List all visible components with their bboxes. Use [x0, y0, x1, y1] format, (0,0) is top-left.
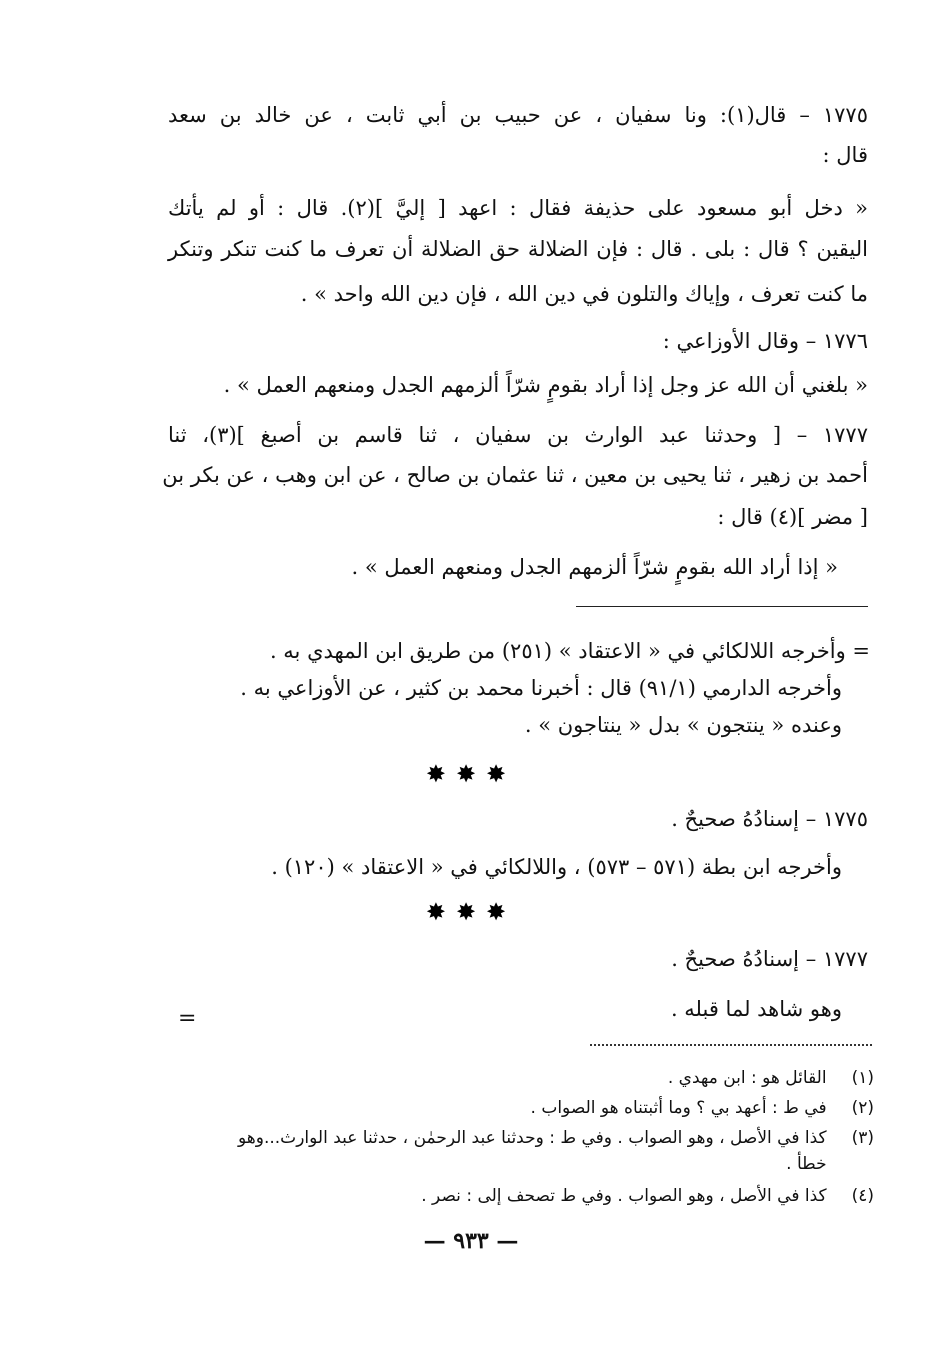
commentary-line1: = وأخرجه اللالكائي في « الاعتقاد » (٢٥١) من طريق ابن المهدي به .	[269, 639, 870, 663]
text-divider	[576, 606, 868, 607]
commentary-1777-heading: ١٧٧٧ – إسنادُهُ صحيحٌ .	[671, 947, 868, 971]
entry-1775-quote-line3: ما كنت تعرف ، وإياك والتلون في دين الله ، فإن دين الله واحد » .	[300, 282, 868, 306]
footnote-text: كذا في الأصل ، وهو الصواب . وفي ط : وحدثنا عبد الرحمٰن ، حدثنا عبد الوارث...وهو	[238, 1128, 827, 1148]
footnote-text: القائل هو : ابن مهدي .	[667, 1068, 827, 1088]
footnote-2	[190, 1096, 874, 1120]
commentary-1775-heading: ١٧٧٥ – إسنادُهُ صحيحٌ .	[671, 807, 868, 831]
entry-1775-quote-line1: « دخل أبو مسعود على حذيفة فقال : اعهد [ إليَّ ](٢). قال : أو لم يأتك	[168, 196, 868, 220]
footnote-3	[182, 1126, 874, 1150]
entry-1777-line1: ١٧٧٧ – [ وحدثنا عبد الوارث بن سفيان ، ثنا قاسم بن أصبغ ](٣)، ثنا	[168, 423, 868, 447]
commentary-line2: وأخرجه الدارمي (٩١/١) قال : أخبرنا محمد بن كثير ، عن الأوزاعي به .	[240, 676, 842, 700]
commentary-1775-text: وأخرجه ابن بطة (٥٧١ – ٥٧٣) ، واللالكائي في « الاعتقاد » (١٢٠) .	[271, 855, 842, 879]
entry-1775-line1: ١٧٧٥ – قال(١): ونا سفيان ، عن حبيب بن أبي ثابت ، عن خالد بن سعد	[168, 103, 868, 127]
stars-separator-2: ✸✸✸	[425, 898, 517, 926]
entry-1777-line3: [ مضر ](٤) قال :	[717, 505, 868, 529]
footnote-text: كذا في الأصل ، وهو الصواب . وفي ط تصحف إلى : نصر .	[421, 1186, 827, 1206]
page-number: — ٩٣٣ —	[423, 1228, 519, 1254]
entry-1777-quote: « إذا أراد الله بقومٍ شرّاً ألزمهم الجدل ومنعهم العمل » .	[351, 555, 838, 579]
entry-1776-quote: « بلغني أن الله عز وجل إذا أراد بقومٍ شرّاً ألزمهم الجدل ومنعهم العمل » .	[223, 373, 868, 397]
footnote-separator	[590, 1042, 872, 1046]
continuation-mark: =	[178, 1006, 197, 1031]
footnote-text: في ط : أعهد بي ؟ وما أثبتناه هو الصواب .	[530, 1098, 827, 1118]
entry-1776-heading: ١٧٧٦ – وقال الأوزاعي :	[662, 329, 868, 353]
footnote-1	[190, 1066, 874, 1090]
entry-1777-line2: أحمد بن زهير ، ثنا يحيى بن معين ، ثنا عثمان بن صالح ، عن ابن وهب ، عن بكر بن	[162, 463, 868, 487]
footnote-4	[190, 1184, 874, 1208]
footnote-3-continued	[190, 1152, 874, 1176]
footnote-text: خطأ .	[786, 1154, 827, 1174]
commentary-line3: وعنده « ينتجون » بدل « ينتاجون » .	[524, 713, 842, 737]
entry-1775-quote-line2: اليقين ؟ قال : بلى . قال : فإن الضلالة حق الضلالة أن تعرف ما كنت تنكر وتنكر	[168, 237, 868, 261]
footnote-number: (٢)	[851, 1098, 874, 1118]
commentary-1777-text: وهو شاهد لما قبله .	[670, 997, 842, 1021]
footnote-number: (٤)	[851, 1186, 874, 1206]
footnote-number: (١)	[851, 1068, 874, 1088]
footnote-number: (٣)	[851, 1128, 874, 1148]
stars-separator: ✸✸✸	[425, 760, 517, 788]
entry-1775-line2: قال :	[822, 143, 868, 167]
